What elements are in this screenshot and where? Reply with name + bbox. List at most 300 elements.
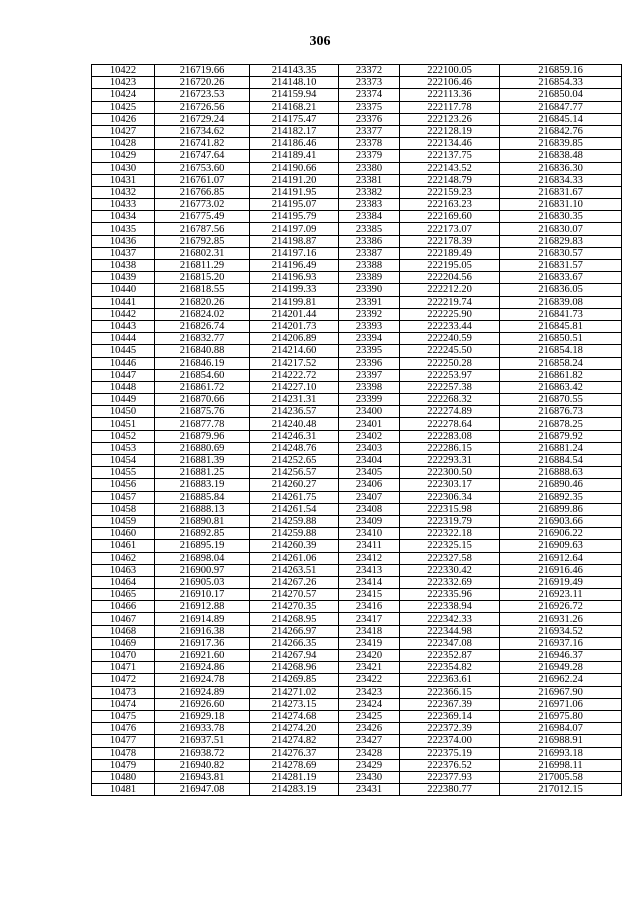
y-coordinate-right-cell: 216967.90 <box>500 686 622 698</box>
x-coordinate-left-cell: 216766.85 <box>155 186 250 198</box>
x-coordinate-left-cell: 216938.72 <box>155 747 250 759</box>
point-number-left-cell: 10477 <box>92 735 155 747</box>
x-coordinate-left-cell: 216861.72 <box>155 381 250 393</box>
y-coordinate-right-cell: 216850.51 <box>500 333 622 345</box>
table-row <box>92 613 622 625</box>
point-number-left-cell: 10475 <box>92 710 155 722</box>
point-number-right-cell: 23377 <box>339 125 400 137</box>
point-number-right-cell: 23408 <box>339 503 400 515</box>
point-number-left-cell: 10437 <box>92 247 155 259</box>
point-number-right-cell: 23426 <box>339 723 400 735</box>
y-coordinate-right-cell: 216971.06 <box>500 698 622 710</box>
point-number-left-cell: 10479 <box>92 759 155 771</box>
x-coordinate-left-cell: 216924.89 <box>155 686 250 698</box>
y-coordinate-right-cell: 216934.52 <box>500 625 622 637</box>
y-coordinate-left-cell: 214276.37 <box>250 747 339 759</box>
table-row <box>92 491 622 503</box>
y-coordinate-left-cell: 214198.87 <box>250 235 339 247</box>
table-row <box>92 479 622 491</box>
x-coordinate-left-cell: 216910.17 <box>155 589 250 601</box>
y-coordinate-left-cell: 214267.26 <box>250 576 339 588</box>
y-coordinate-right-cell: 216919.49 <box>500 576 622 588</box>
y-coordinate-right-cell: 216833.67 <box>500 272 622 284</box>
y-coordinate-right-cell: 216878.25 <box>500 418 622 430</box>
point-number-right-cell: 23420 <box>339 650 400 662</box>
point-number-right-cell: 23430 <box>339 771 400 783</box>
table-row <box>92 113 622 125</box>
point-number-right-cell: 23400 <box>339 406 400 418</box>
point-number-right-cell: 23373 <box>339 77 400 89</box>
x-coordinate-left-cell: 216940.82 <box>155 759 250 771</box>
point-number-left-cell: 10471 <box>92 662 155 674</box>
table-row <box>92 589 622 601</box>
point-number-left-cell: 10472 <box>92 674 155 686</box>
table-row <box>92 381 622 393</box>
x-coordinate-right-cell: 222212.20 <box>400 284 500 296</box>
point-number-right-cell: 23414 <box>339 576 400 588</box>
x-coordinate-right-cell: 222123.26 <box>400 113 500 125</box>
point-number-left-cell: 10439 <box>92 272 155 284</box>
point-number-left-cell: 10441 <box>92 296 155 308</box>
table-row <box>92 186 622 198</box>
x-coordinate-left-cell: 216792.85 <box>155 235 250 247</box>
y-coordinate-right-cell: 216892.35 <box>500 491 622 503</box>
y-coordinate-right-cell: 216845.14 <box>500 113 622 125</box>
x-coordinate-left-cell: 216888.13 <box>155 503 250 515</box>
x-coordinate-left-cell: 216916.38 <box>155 625 250 637</box>
x-coordinate-right-cell: 222113.36 <box>400 89 500 101</box>
table-row <box>92 296 622 308</box>
point-number-right-cell: 23379 <box>339 150 400 162</box>
y-coordinate-left-cell: 214236.57 <box>250 406 339 418</box>
table-row <box>92 369 622 381</box>
y-coordinate-right-cell: 216854.33 <box>500 77 622 89</box>
y-coordinate-right-cell: 217012.15 <box>500 784 622 796</box>
y-coordinate-left-cell: 214269.85 <box>250 674 339 686</box>
table-row <box>92 138 622 150</box>
point-number-left-cell: 10431 <box>92 174 155 186</box>
y-coordinate-left-cell: 214214.60 <box>250 345 339 357</box>
point-number-right-cell: 23375 <box>339 101 400 113</box>
table-row <box>92 662 622 674</box>
x-coordinate-left-cell: 216775.49 <box>155 211 250 223</box>
x-coordinate-left-cell: 216895.19 <box>155 540 250 552</box>
table-row <box>92 455 622 467</box>
point-number-left-cell: 10434 <box>92 211 155 223</box>
point-number-right-cell: 23418 <box>339 625 400 637</box>
table-row <box>92 467 622 479</box>
point-number-right-cell: 23431 <box>339 784 400 796</box>
y-coordinate-left-cell: 214159.94 <box>250 89 339 101</box>
x-coordinate-right-cell: 222366.15 <box>400 686 500 698</box>
y-coordinate-left-cell: 214201.44 <box>250 308 339 320</box>
point-number-right-cell: 23383 <box>339 199 400 211</box>
table-row <box>92 406 622 418</box>
y-coordinate-left-cell: 214197.09 <box>250 223 339 235</box>
x-coordinate-left-cell: 216926.60 <box>155 698 250 710</box>
table-row <box>92 637 622 649</box>
x-coordinate-left-cell: 216921.60 <box>155 650 250 662</box>
x-coordinate-right-cell: 222376.52 <box>400 759 500 771</box>
y-coordinate-left-cell: 214261.75 <box>250 491 339 503</box>
point-number-right-cell: 23381 <box>339 174 400 186</box>
coordinates-table-body <box>92 65 622 796</box>
point-number-left-cell: 10426 <box>92 113 155 125</box>
table-row <box>92 125 622 137</box>
table-row <box>92 150 622 162</box>
x-coordinate-left-cell: 216883.19 <box>155 479 250 491</box>
x-coordinate-right-cell: 222347.08 <box>400 637 500 649</box>
x-coordinate-left-cell: 216900.97 <box>155 564 250 576</box>
table-row <box>92 345 622 357</box>
y-coordinate-right-cell: 216839.85 <box>500 138 622 150</box>
table-row <box>92 784 622 796</box>
x-coordinate-right-cell: 222134.46 <box>400 138 500 150</box>
x-coordinate-left-cell: 216846.19 <box>155 357 250 369</box>
y-coordinate-left-cell: 214252.65 <box>250 455 339 467</box>
y-coordinate-right-cell: 216830.57 <box>500 247 622 259</box>
point-number-left-cell: 10442 <box>92 308 155 320</box>
x-coordinate-right-cell: 222300.50 <box>400 467 500 479</box>
x-coordinate-right-cell: 222233.44 <box>400 320 500 332</box>
table-row <box>92 430 622 442</box>
y-coordinate-right-cell: 216909.63 <box>500 540 622 552</box>
x-coordinate-left-cell: 216734.62 <box>155 125 250 137</box>
y-coordinate-left-cell: 214222.72 <box>250 369 339 381</box>
x-coordinate-right-cell: 222274.89 <box>400 406 500 418</box>
point-number-right-cell: 23393 <box>339 320 400 332</box>
x-coordinate-right-cell: 222315.98 <box>400 503 500 515</box>
x-coordinate-left-cell: 216773.02 <box>155 199 250 211</box>
y-coordinate-right-cell: 216879.92 <box>500 430 622 442</box>
point-number-right-cell: 23413 <box>339 564 400 576</box>
point-number-right-cell: 23401 <box>339 418 400 430</box>
y-coordinate-right-cell: 216850.04 <box>500 89 622 101</box>
point-number-left-cell: 10424 <box>92 89 155 101</box>
y-coordinate-right-cell: 216993.18 <box>500 747 622 759</box>
point-number-right-cell: 23382 <box>339 186 400 198</box>
y-coordinate-left-cell: 214191.20 <box>250 174 339 186</box>
point-number-right-cell: 23428 <box>339 747 400 759</box>
y-coordinate-right-cell: 216831.10 <box>500 199 622 211</box>
x-coordinate-right-cell: 222225.90 <box>400 308 500 320</box>
point-number-right-cell: 23399 <box>339 394 400 406</box>
y-coordinate-left-cell: 214168.21 <box>250 101 339 113</box>
y-coordinate-left-cell: 214206.89 <box>250 333 339 345</box>
x-coordinate-right-cell: 222268.32 <box>400 394 500 406</box>
x-coordinate-right-cell: 222178.39 <box>400 235 500 247</box>
x-coordinate-right-cell: 222344.98 <box>400 625 500 637</box>
table-row <box>92 515 622 527</box>
point-number-right-cell: 23392 <box>339 308 400 320</box>
x-coordinate-left-cell: 216905.03 <box>155 576 250 588</box>
y-coordinate-right-cell: 216841.73 <box>500 308 622 320</box>
x-coordinate-right-cell: 222332.69 <box>400 576 500 588</box>
y-coordinate-right-cell: 216863.42 <box>500 381 622 393</box>
y-coordinate-right-cell: 216984.07 <box>500 723 622 735</box>
x-coordinate-left-cell: 216929.18 <box>155 710 250 722</box>
point-number-left-cell: 10451 <box>92 418 155 430</box>
y-coordinate-left-cell: 214268.95 <box>250 613 339 625</box>
table-row <box>92 357 622 369</box>
y-coordinate-right-cell: 216899.86 <box>500 503 622 515</box>
y-coordinate-left-cell: 214278.69 <box>250 759 339 771</box>
y-coordinate-right-cell: 216861.82 <box>500 369 622 381</box>
table-row <box>92 272 622 284</box>
y-coordinate-left-cell: 214267.94 <box>250 650 339 662</box>
table-row <box>92 89 622 101</box>
x-coordinate-right-cell: 222159.23 <box>400 186 500 198</box>
y-coordinate-left-cell: 214266.97 <box>250 625 339 637</box>
x-coordinate-left-cell: 216832.77 <box>155 333 250 345</box>
point-number-left-cell: 10470 <box>92 650 155 662</box>
table-row <box>92 674 622 686</box>
y-coordinate-right-cell: 216916.46 <box>500 564 622 576</box>
table-row <box>92 394 622 406</box>
point-number-right-cell: 23376 <box>339 113 400 125</box>
y-coordinate-left-cell: 214217.52 <box>250 357 339 369</box>
point-number-right-cell: 23395 <box>339 345 400 357</box>
point-number-left-cell: 10436 <box>92 235 155 247</box>
y-coordinate-right-cell: 216923.11 <box>500 589 622 601</box>
y-coordinate-right-cell: 216890.46 <box>500 479 622 491</box>
y-coordinate-left-cell: 214148.10 <box>250 77 339 89</box>
table-row <box>92 735 622 747</box>
x-coordinate-left-cell: 216877.78 <box>155 418 250 430</box>
point-number-left-cell: 10467 <box>92 613 155 625</box>
coordinates-table-container <box>91 64 621 796</box>
x-coordinate-left-cell: 216890.81 <box>155 515 250 527</box>
table-row <box>92 759 622 771</box>
point-number-left-cell: 10456 <box>92 479 155 491</box>
y-coordinate-left-cell: 214274.82 <box>250 735 339 747</box>
x-coordinate-right-cell: 222306.34 <box>400 491 500 503</box>
x-coordinate-right-cell: 222380.77 <box>400 784 500 796</box>
x-coordinate-left-cell: 216924.78 <box>155 674 250 686</box>
point-number-left-cell: 10463 <box>92 564 155 576</box>
y-coordinate-left-cell: 214246.31 <box>250 430 339 442</box>
x-coordinate-left-cell: 216729.24 <box>155 113 250 125</box>
point-number-right-cell: 23416 <box>339 601 400 613</box>
point-number-right-cell: 23425 <box>339 710 400 722</box>
x-coordinate-right-cell: 222143.52 <box>400 162 500 174</box>
x-coordinate-left-cell: 216815.20 <box>155 272 250 284</box>
table-row <box>92 723 622 735</box>
point-number-right-cell: 23410 <box>339 528 400 540</box>
point-number-right-cell: 23403 <box>339 442 400 454</box>
x-coordinate-left-cell: 216741.82 <box>155 138 250 150</box>
table-row <box>92 260 622 272</box>
x-coordinate-right-cell: 222128.19 <box>400 125 500 137</box>
y-coordinate-left-cell: 214240.48 <box>250 418 339 430</box>
point-number-right-cell: 23421 <box>339 662 400 674</box>
y-coordinate-left-cell: 214189.41 <box>250 150 339 162</box>
table-row <box>92 698 622 710</box>
point-number-left-cell: 10462 <box>92 552 155 564</box>
point-number-left-cell: 10468 <box>92 625 155 637</box>
y-coordinate-left-cell: 214270.35 <box>250 601 339 613</box>
x-coordinate-right-cell: 222375.19 <box>400 747 500 759</box>
x-coordinate-left-cell: 216820.26 <box>155 296 250 308</box>
x-coordinate-left-cell: 216720.26 <box>155 77 250 89</box>
x-coordinate-right-cell: 222372.39 <box>400 723 500 735</box>
table-row <box>92 710 622 722</box>
point-number-left-cell: 10458 <box>92 503 155 515</box>
point-number-left-cell: 10447 <box>92 369 155 381</box>
x-coordinate-left-cell: 216870.66 <box>155 394 250 406</box>
x-coordinate-left-cell: 216854.60 <box>155 369 250 381</box>
y-coordinate-right-cell: 216830.07 <box>500 223 622 235</box>
point-number-right-cell: 23389 <box>339 272 400 284</box>
point-number-left-cell: 10435 <box>92 223 155 235</box>
y-coordinate-left-cell: 214261.06 <box>250 552 339 564</box>
point-number-right-cell: 23411 <box>339 540 400 552</box>
x-coordinate-left-cell: 216761.07 <box>155 174 250 186</box>
point-number-left-cell: 10448 <box>92 381 155 393</box>
y-coordinate-left-cell: 214268.96 <box>250 662 339 674</box>
x-coordinate-left-cell: 216933.78 <box>155 723 250 735</box>
x-coordinate-right-cell: 222189.49 <box>400 247 500 259</box>
table-row <box>92 77 622 89</box>
table-row <box>92 65 622 77</box>
point-number-right-cell: 23412 <box>339 552 400 564</box>
x-coordinate-right-cell: 222369.14 <box>400 710 500 722</box>
x-coordinate-right-cell: 222117.78 <box>400 101 500 113</box>
point-number-left-cell: 10444 <box>92 333 155 345</box>
point-number-right-cell: 23406 <box>339 479 400 491</box>
x-coordinate-left-cell: 216753.60 <box>155 162 250 174</box>
point-number-left-cell: 10478 <box>92 747 155 759</box>
y-coordinate-right-cell: 216962.24 <box>500 674 622 686</box>
point-number-left-cell: 10459 <box>92 515 155 527</box>
y-coordinate-right-cell: 216858.24 <box>500 357 622 369</box>
point-number-right-cell: 23386 <box>339 235 400 247</box>
y-coordinate-right-cell: 216906.22 <box>500 528 622 540</box>
table-row <box>92 528 622 540</box>
y-coordinate-right-cell: 216931.26 <box>500 613 622 625</box>
point-number-right-cell: 23415 <box>339 589 400 601</box>
x-coordinate-left-cell: 216787.56 <box>155 223 250 235</box>
point-number-left-cell: 10428 <box>92 138 155 150</box>
table-row <box>92 650 622 662</box>
point-number-right-cell: 23405 <box>339 467 400 479</box>
point-number-right-cell: 23388 <box>339 260 400 272</box>
point-number-right-cell: 23429 <box>339 759 400 771</box>
table-row <box>92 235 622 247</box>
x-coordinate-right-cell: 222148.79 <box>400 174 500 186</box>
page-number: 306 <box>309 34 331 49</box>
y-coordinate-right-cell: 216912.64 <box>500 552 622 564</box>
y-coordinate-left-cell: 214261.54 <box>250 503 339 515</box>
point-number-right-cell: 23390 <box>339 284 400 296</box>
x-coordinate-left-cell: 216943.81 <box>155 771 250 783</box>
x-coordinate-left-cell: 216802.31 <box>155 247 250 259</box>
point-number-left-cell: 10438 <box>92 260 155 272</box>
point-number-left-cell: 10465 <box>92 589 155 601</box>
y-coordinate-right-cell: 216876.73 <box>500 406 622 418</box>
point-number-left-cell: 10460 <box>92 528 155 540</box>
x-coordinate-left-cell: 216879.96 <box>155 430 250 442</box>
x-coordinate-left-cell: 216747.64 <box>155 150 250 162</box>
table-row <box>92 418 622 430</box>
y-coordinate-left-cell: 214199.33 <box>250 284 339 296</box>
point-number-right-cell: 23417 <box>339 613 400 625</box>
x-coordinate-right-cell: 222335.96 <box>400 589 500 601</box>
table-row <box>92 223 622 235</box>
y-coordinate-left-cell: 214227.10 <box>250 381 339 393</box>
y-coordinate-left-cell: 214256.57 <box>250 467 339 479</box>
x-coordinate-left-cell: 216924.86 <box>155 662 250 674</box>
x-coordinate-left-cell: 216912.88 <box>155 601 250 613</box>
point-number-left-cell: 10454 <box>92 455 155 467</box>
x-coordinate-right-cell: 222327.58 <box>400 552 500 564</box>
y-coordinate-left-cell: 214274.68 <box>250 710 339 722</box>
y-coordinate-right-cell: 216839.08 <box>500 296 622 308</box>
x-coordinate-left-cell: 216885.84 <box>155 491 250 503</box>
x-coordinate-right-cell: 222352.87 <box>400 650 500 662</box>
x-coordinate-right-cell: 222100.05 <box>400 65 500 77</box>
point-number-right-cell: 23372 <box>339 65 400 77</box>
x-coordinate-right-cell: 222173.07 <box>400 223 500 235</box>
x-coordinate-left-cell: 216840.88 <box>155 345 250 357</box>
x-coordinate-left-cell: 216881.25 <box>155 467 250 479</box>
x-coordinate-right-cell: 222106.46 <box>400 77 500 89</box>
x-coordinate-right-cell: 222377.93 <box>400 771 500 783</box>
table-row <box>92 174 622 186</box>
point-number-right-cell: 23427 <box>339 735 400 747</box>
x-coordinate-left-cell: 216914.89 <box>155 613 250 625</box>
y-coordinate-right-cell: 216854.18 <box>500 345 622 357</box>
point-number-left-cell: 10449 <box>92 394 155 406</box>
point-number-left-cell: 10469 <box>92 637 155 649</box>
table-row <box>92 320 622 332</box>
point-number-left-cell: 10445 <box>92 345 155 357</box>
y-coordinate-right-cell: 216859.16 <box>500 65 622 77</box>
y-coordinate-left-cell: 214195.79 <box>250 211 339 223</box>
point-number-left-cell: 10473 <box>92 686 155 698</box>
point-number-right-cell: 23380 <box>339 162 400 174</box>
x-coordinate-right-cell: 222342.33 <box>400 613 500 625</box>
point-number-right-cell: 23402 <box>339 430 400 442</box>
point-number-left-cell: 10453 <box>92 442 155 454</box>
x-coordinate-right-cell: 222319.79 <box>400 515 500 527</box>
point-number-left-cell: 10455 <box>92 467 155 479</box>
y-coordinate-right-cell: 216836.05 <box>500 284 622 296</box>
y-coordinate-right-cell: 216975.80 <box>500 710 622 722</box>
point-number-left-cell: 10443 <box>92 320 155 332</box>
table-row <box>92 540 622 552</box>
point-number-right-cell: 23422 <box>339 674 400 686</box>
x-coordinate-right-cell: 222363.61 <box>400 674 500 686</box>
y-coordinate-left-cell: 214143.35 <box>250 65 339 77</box>
point-number-right-cell: 23409 <box>339 515 400 527</box>
y-coordinate-right-cell: 216988.91 <box>500 735 622 747</box>
y-coordinate-right-cell: 216845.81 <box>500 320 622 332</box>
y-coordinate-right-cell: 216842.76 <box>500 125 622 137</box>
point-number-right-cell: 23407 <box>339 491 400 503</box>
table-row <box>92 101 622 113</box>
y-coordinate-left-cell: 214281.19 <box>250 771 339 783</box>
x-coordinate-right-cell: 222195.05 <box>400 260 500 272</box>
point-number-left-cell: 10452 <box>92 430 155 442</box>
y-coordinate-left-cell: 214270.57 <box>250 589 339 601</box>
x-coordinate-left-cell: 216811.29 <box>155 260 250 272</box>
y-coordinate-left-cell: 214196.93 <box>250 272 339 284</box>
point-number-left-cell: 10464 <box>92 576 155 588</box>
x-coordinate-right-cell: 222374.00 <box>400 735 500 747</box>
y-coordinate-right-cell: 216949.28 <box>500 662 622 674</box>
table-row <box>92 771 622 783</box>
